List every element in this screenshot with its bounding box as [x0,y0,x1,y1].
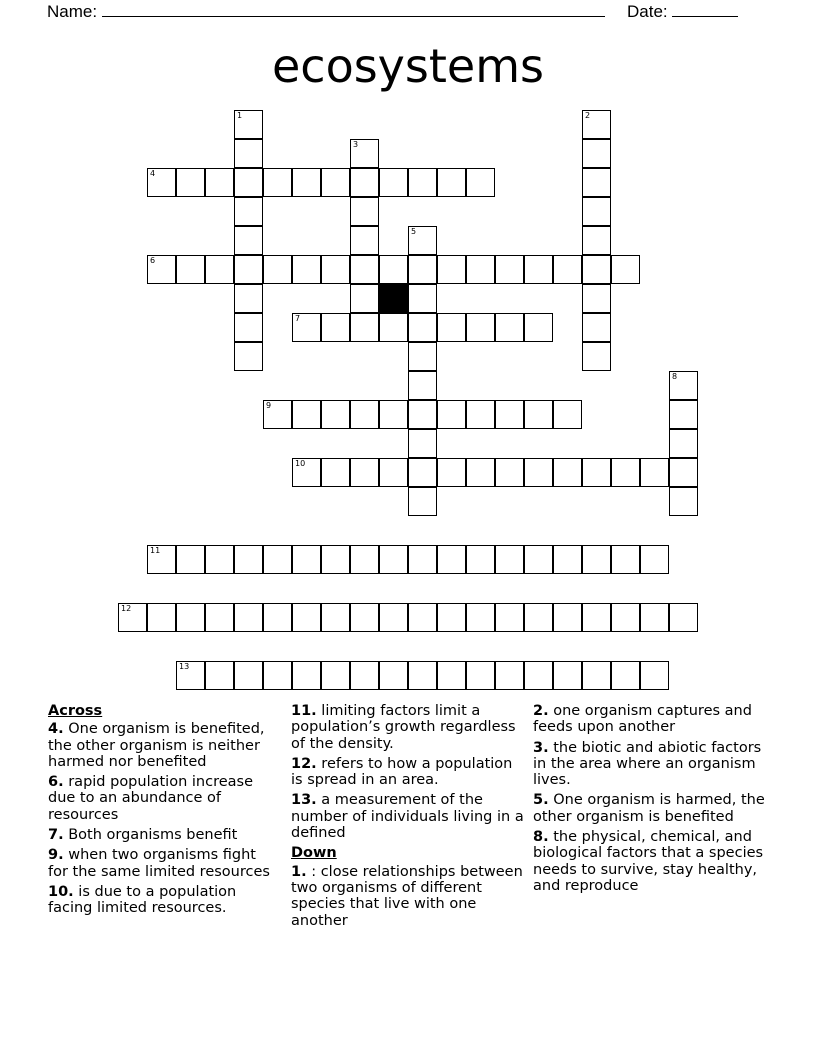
grid-cell[interactable] [408,168,437,197]
grid-cell[interactable] [205,255,234,284]
grid-cell[interactable] [350,313,379,342]
grid-cell[interactable] [350,139,379,168]
grid-cell[interactable] [292,255,321,284]
grid-cell[interactable] [321,603,350,632]
clue-down-1: 1. : close relationships between two organisms of different species that live with one another [291,863,523,929]
grid-cell[interactable] [437,400,466,429]
blocked-cell [379,284,408,313]
grid-cell[interactable] [582,284,611,313]
grid-cell[interactable] [147,255,176,284]
grid-cell[interactable] [408,429,437,458]
grid-cell[interactable] [350,197,379,226]
grid-cell[interactable] [263,661,292,690]
clue-number: 9 [266,401,272,410]
grid-cell[interactable] [350,661,379,690]
grid-cell[interactable] [437,168,466,197]
grid-cell[interactable] [408,371,437,400]
grid-cell[interactable] [640,603,669,632]
grid-cell[interactable] [234,313,263,342]
grid-cell[interactable] [582,197,611,226]
grid-cell[interactable] [350,284,379,313]
grid-cell[interactable] [379,400,408,429]
grid-cell[interactable] [408,603,437,632]
grid-cell[interactable] [611,458,640,487]
grid-cell[interactable] [350,458,379,487]
grid-cell[interactable] [553,545,582,574]
grid-cell[interactable] [640,661,669,690]
grid-cell[interactable] [582,255,611,284]
grid-cell[interactable] [176,661,205,690]
grid-cell[interactable] [466,458,495,487]
grid-cell[interactable] [611,603,640,632]
grid-cell[interactable] [292,458,321,487]
grid-cell[interactable] [234,168,263,197]
grid-cell[interactable] [408,545,437,574]
grid-cell[interactable] [524,545,553,574]
grid-cell[interactable] [263,255,292,284]
grid-cell[interactable] [408,487,437,516]
grid-cell[interactable] [321,458,350,487]
grid-cell[interactable] [263,603,292,632]
grid-cell[interactable] [379,458,408,487]
clue-across-10: 10. is due to a population facing limited resources. [48,883,237,917]
grid-cell[interactable] [524,603,553,632]
grid-cell[interactable] [553,661,582,690]
grid-cell[interactable] [437,661,466,690]
grid-cell[interactable] [408,400,437,429]
grid-cell[interactable] [669,458,698,487]
grid-cell[interactable] [321,400,350,429]
grid-cell[interactable] [466,603,495,632]
grid-cell[interactable] [640,458,669,487]
grid-cell[interactable] [234,545,263,574]
grid-cell[interactable] [582,168,611,197]
grid-cell[interactable] [408,458,437,487]
page-title: ecosystems [271,39,544,93]
grid-cell[interactable] [379,603,408,632]
grid-cell[interactable] [437,545,466,574]
grid-cell[interactable] [408,255,437,284]
grid-cell[interactable] [553,603,582,632]
name-label: Name: [47,2,98,21]
grid-cell[interactable] [553,400,582,429]
clue-across-12: 12. refers to how a population is spread in an area. [291,755,513,789]
grid-cell[interactable] [321,168,350,197]
grid-cell[interactable] [582,226,611,255]
grid-cell[interactable] [611,545,640,574]
clue-across-9: 9. when two organisms fight for the same limited resources [48,847,270,880]
grid-cell[interactable] [611,661,640,690]
grid-cell[interactable] [321,255,350,284]
grid-cell[interactable] [669,400,698,429]
clue-number: 7 [295,314,301,323]
grid-cell[interactable] [437,603,466,632]
clue-across-6: 6. rapid population increase due to an abundance of resources [48,774,253,823]
clue-number: 1 [237,111,243,120]
clues-column-2 [291,703,525,933]
grid-cell[interactable] [350,545,379,574]
grid-cell[interactable] [321,661,350,690]
grid-cell[interactable] [350,255,379,284]
grid-cell[interactable] [437,458,466,487]
grid-cell[interactable] [263,168,292,197]
grid-cell[interactable] [524,458,553,487]
grid-cell[interactable] [176,545,205,574]
grid-cell[interactable] [176,168,205,197]
grid-cell[interactable] [582,603,611,632]
grid-cell[interactable] [350,400,379,429]
grid-cell[interactable] [524,255,553,284]
grid-cell[interactable] [466,313,495,342]
grid-cell[interactable] [263,400,292,429]
clue-across-13: 13. a measurement of the number of individuals living in a defined [291,792,524,842]
grid-cell[interactable] [553,458,582,487]
grid-cell[interactable] [466,661,495,690]
grid-cell[interactable] [292,168,321,197]
clue-across-11: 11. limiting factors limit a population’s growth regardless of the density. [291,703,516,752]
clue-number: 5 [411,227,417,236]
grid-cell[interactable] [379,661,408,690]
grid-cell[interactable] [234,197,263,226]
clue-number: 11 [150,546,161,555]
clue-down-8: 8. the physical, chemical, and biological factors that a species needs to survive, stay healthy, and reproduce [533,829,764,894]
grid-cell[interactable] [205,661,234,690]
grid-cell[interactable] [640,545,669,574]
grid-cell[interactable] [176,255,205,284]
clue-down-5: 5. One organism is harmed, the other organism is benefited [533,792,765,825]
grid-cell[interactable] [147,603,176,632]
grid-cell[interactable] [611,255,640,284]
grid-cell[interactable] [669,487,698,516]
grid-cell[interactable] [437,255,466,284]
down-heading: Down [291,845,337,862]
clue-number: 2 [585,111,591,120]
grid-cell[interactable] [437,313,466,342]
grid-cell[interactable] [292,603,321,632]
grid-cell[interactable] [321,545,350,574]
grid-cell[interactable] [234,226,263,255]
grid-cell[interactable] [466,168,495,197]
date-label: Date: [627,2,668,21]
grid-cell[interactable] [524,313,553,342]
grid-cell[interactable] [582,110,611,139]
grid-cell[interactable] [495,255,524,284]
grid-cell[interactable] [408,661,437,690]
grid-cell[interactable] [524,661,553,690]
grid-cell[interactable] [292,400,321,429]
clue-across-7: 7. Both organisms benefit [48,827,238,844]
grid-cell[interactable] [408,313,437,342]
grid-cell[interactable] [495,545,524,574]
grid-cell[interactable] [379,545,408,574]
clue-number: 8 [672,372,678,381]
clue-number: 6 [150,256,156,265]
grid-cell[interactable] [524,400,553,429]
grid-cell[interactable] [408,284,437,313]
grid-cell[interactable] [379,313,408,342]
grid-cell[interactable] [234,284,263,313]
grid-cell[interactable] [495,313,524,342]
grid-cell[interactable] [466,255,495,284]
grid-cell[interactable] [321,313,350,342]
grid-cell[interactable] [553,255,582,284]
grid-cell[interactable] [582,139,611,168]
clues-column-1 [48,703,280,921]
grid-cell[interactable] [466,400,495,429]
grid-cell[interactable] [234,139,263,168]
grid-cell[interactable] [495,661,524,690]
grid-cell[interactable] [408,226,437,255]
grid-cell[interactable] [205,545,234,574]
grid-cell[interactable] [582,545,611,574]
grid-cell[interactable] [234,603,263,632]
grid-cell[interactable] [234,255,263,284]
grid-cell[interactable] [147,168,176,197]
grid-cell[interactable] [234,661,263,690]
grid-cell[interactable] [118,603,147,632]
grid-cell[interactable] [147,545,176,574]
grid-cell[interactable] [176,603,205,632]
grid-cell[interactable] [379,255,408,284]
grid-cell[interactable] [292,313,321,342]
grid-cell[interactable] [350,603,379,632]
clue-number: 13 [179,662,190,671]
grid-cell[interactable] [205,168,234,197]
grid-cell[interactable] [234,110,263,139]
grid-cell[interactable] [379,168,408,197]
clue-down-3: 3. the biotic and abiotic factors in the area where an organism lives. [533,739,762,789]
grid-cell[interactable] [263,545,292,574]
grid-cell[interactable] [205,603,234,632]
grid-cell[interactable] [582,342,611,371]
across-heading: Across [48,703,103,719]
clue-number: 10 [295,459,306,468]
grid-cell[interactable] [495,400,524,429]
grid-cell[interactable] [669,429,698,458]
grid-cell[interactable] [350,168,379,197]
grid-cell[interactable] [408,342,437,371]
grid-cell[interactable] [466,545,495,574]
grid-cell[interactable] [669,603,698,632]
grid-cell[interactable] [582,661,611,690]
grid-cell[interactable] [495,603,524,632]
grid-cell[interactable] [234,342,263,371]
grid-cell[interactable] [292,545,321,574]
clue-number: 12 [121,604,132,613]
clue-number: 3 [353,140,359,149]
grid-cell[interactable] [350,226,379,255]
clues-column-3 [533,703,773,898]
grid-cell[interactable] [582,458,611,487]
clue-down-2: 2. one organism captures and feeds upon another [533,703,752,736]
grid-cell[interactable] [495,458,524,487]
grid-cell[interactable] [669,371,698,400]
grid-cell[interactable] [582,313,611,342]
grid-cell[interactable] [292,661,321,690]
clue-across-4: 4. One organism is benefited, the other organism is neither harmed nor benefited [48,721,265,770]
clue-number: 4 [150,169,156,178]
